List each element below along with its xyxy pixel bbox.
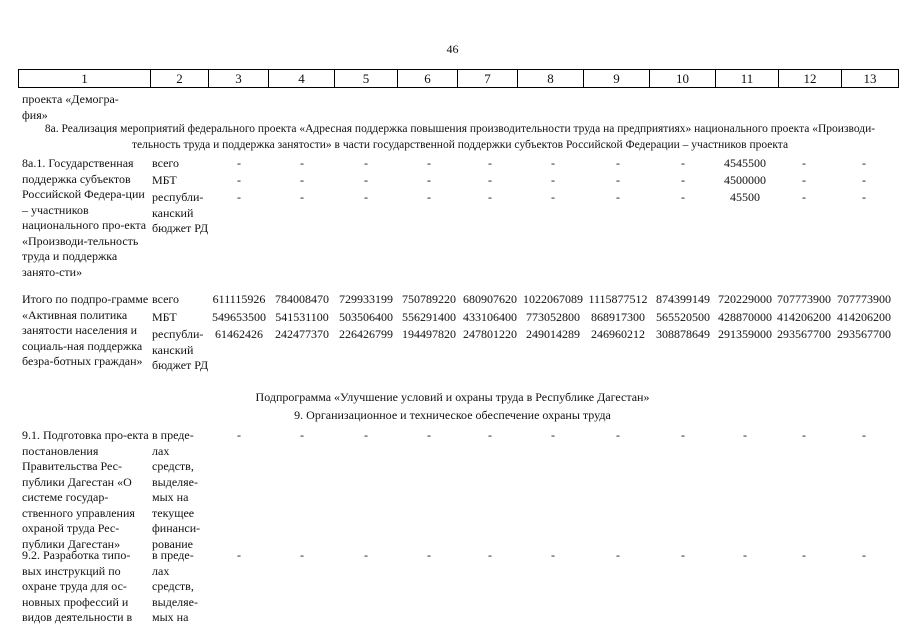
cell-value: 707773900 bbox=[777, 292, 831, 306]
cell-value: - bbox=[300, 548, 304, 562]
cell-value: 680907620 bbox=[463, 292, 517, 306]
cell-value: 503506400 bbox=[339, 310, 393, 324]
cell-value: - bbox=[616, 173, 620, 187]
cell-value: - bbox=[427, 428, 431, 442]
col-header: 2 bbox=[151, 70, 209, 88]
item-8a1-row-total bbox=[0, 156, 905, 172]
cell-value: - bbox=[237, 428, 241, 442]
cell-value: 428870000 bbox=[718, 310, 772, 324]
cell-value: - bbox=[364, 156, 368, 170]
cell-value: 1115877512 bbox=[588, 292, 648, 306]
cell-value: 784008470 bbox=[275, 292, 329, 306]
cell-value: 541531100 bbox=[275, 310, 329, 324]
cell-value: 247801220 bbox=[463, 327, 517, 341]
cell-value: 226426799 bbox=[339, 327, 393, 341]
cell-value: 565520500 bbox=[656, 310, 710, 324]
cell-value: 293567700 bbox=[837, 327, 891, 341]
cell-value: - bbox=[364, 428, 368, 442]
cell-value: - bbox=[862, 548, 866, 562]
column-header-table bbox=[18, 69, 899, 88]
col-header: 6 bbox=[398, 70, 458, 88]
row-label: МБТ bbox=[152, 173, 177, 187]
total-name: Итого по подпро-грамме «Активная политика занятости населения и социаль-ная поддержка безра-ботных граждан» bbox=[22, 292, 149, 368]
cell-value: - bbox=[681, 156, 685, 170]
cell-value: - bbox=[488, 548, 492, 562]
cell-value: - bbox=[862, 190, 866, 204]
col-header: 11 bbox=[716, 70, 779, 88]
cell-value: - bbox=[300, 190, 304, 204]
col-header: 7 bbox=[458, 70, 518, 88]
page-number: 46 bbox=[446, 42, 459, 56]
cell-value: 291359000 bbox=[718, 327, 772, 341]
cell-value: 773052800 bbox=[526, 310, 580, 324]
cell-value: - bbox=[237, 190, 241, 204]
col-header: 13 bbox=[842, 70, 899, 88]
row-label: МБТ bbox=[152, 310, 177, 324]
item-92-source: в преде-лах средств, выделяе-мых на bbox=[152, 548, 198, 624]
cell-value: - bbox=[488, 428, 492, 442]
item-92-name: 9.2. Разработка типо-вых инструкций по охране труда для ос-новных профессий и видов деятельности в bbox=[22, 548, 133, 624]
item-8a1-name: 8а.1. Государственная поддержка субъектов Российской Федера-ции – участников национального про-екта «Производи-тельность труда и поддержка занято-сти» bbox=[22, 156, 147, 279]
cell-value: - bbox=[488, 173, 492, 187]
cell-value: 611115926 bbox=[212, 292, 266, 306]
col-header: 8 bbox=[518, 70, 584, 88]
column-header-row bbox=[19, 70, 899, 88]
item-92-values bbox=[0, 548, 905, 564]
continued-item-name: проекта «Демогра- фия» bbox=[22, 92, 119, 122]
cell-value: - bbox=[551, 156, 555, 170]
col-header: 12 bbox=[779, 70, 842, 88]
cell-value: 549653500 bbox=[212, 310, 266, 324]
cell-value: - bbox=[427, 190, 431, 204]
col-header: 9 bbox=[584, 70, 650, 88]
row-label: всего bbox=[152, 292, 180, 306]
cell-value: - bbox=[862, 156, 866, 170]
col-header: 10 bbox=[650, 70, 716, 88]
item-8a1-row-mbt bbox=[0, 173, 905, 189]
cell-value: - bbox=[364, 190, 368, 204]
cell-value: - bbox=[364, 173, 368, 187]
cell-value: - bbox=[802, 428, 806, 442]
cell-value: - bbox=[681, 190, 685, 204]
col-header: 4 bbox=[269, 70, 335, 88]
cell-value: - bbox=[802, 190, 806, 204]
cell-value: - bbox=[616, 548, 620, 562]
item-91-source: в преде-лах средств, выделяе-мых на текущее финанси-рование bbox=[152, 428, 201, 551]
cell-value: - bbox=[802, 548, 806, 562]
cell-value: 61462426 bbox=[215, 327, 263, 341]
subprogram-heading: Подпрограмма «Улучшение условий и охраны труда в Республике Дагестан» bbox=[255, 390, 650, 404]
cell-value: - bbox=[488, 156, 492, 170]
cell-value: - bbox=[616, 190, 620, 204]
cell-value: 414206200 bbox=[837, 310, 891, 324]
cell-value: - bbox=[427, 156, 431, 170]
cell-value: - bbox=[681, 548, 685, 562]
col-header: 5 bbox=[335, 70, 398, 88]
cell-value: - bbox=[802, 173, 806, 187]
cell-value: 246960212 bbox=[591, 327, 645, 341]
cell-value: - bbox=[616, 428, 620, 442]
cell-value: 707773900 bbox=[837, 292, 891, 306]
cell-value: 4500000 bbox=[724, 173, 766, 187]
cell-value: - bbox=[743, 428, 747, 442]
cell-value: - bbox=[300, 173, 304, 187]
cell-value: 556291400 bbox=[402, 310, 456, 324]
row-label: всего bbox=[152, 156, 180, 170]
cell-value: - bbox=[427, 173, 431, 187]
cell-value: 868917300 bbox=[591, 310, 645, 324]
col-header: 1 bbox=[19, 70, 151, 88]
cell-value: - bbox=[616, 156, 620, 170]
cell-value: 433106400 bbox=[463, 310, 517, 324]
cell-value: 249014289 bbox=[526, 327, 580, 341]
cell-value: - bbox=[551, 190, 555, 204]
cell-value: - bbox=[681, 173, 685, 187]
cell-value: - bbox=[300, 156, 304, 170]
cell-value: - bbox=[427, 548, 431, 562]
cell-value: 308878649 bbox=[656, 327, 710, 341]
total-row-all bbox=[0, 292, 905, 308]
col-header: 3 bbox=[209, 70, 269, 88]
item-91-name: 9.1. Подготовка про-екта постановления Правительства Рес-публики Дагестан «О системе государ-ственного управления охраной труда Рес-публики Дагестан» bbox=[22, 428, 149, 551]
cell-value: - bbox=[551, 428, 555, 442]
cell-value: 293567700 bbox=[777, 327, 831, 341]
cell-value: - bbox=[743, 548, 747, 562]
section-8a-heading: 8а. Реализация мероприятий федерального проекта «Адресная поддержка повышения производительности труда на предприятиях» национального проекта «Производи- тельность труда и поддержка занятости» в части государственной поддержки субъектов Российской Федерации – участников проекта bbox=[44, 123, 876, 151]
cell-value: 874399149 bbox=[656, 292, 710, 306]
cell-value: - bbox=[862, 173, 866, 187]
cell-value: 45500 bbox=[730, 190, 760, 204]
cell-value: - bbox=[862, 428, 866, 442]
cell-value: - bbox=[488, 190, 492, 204]
cell-value: 242477370 bbox=[275, 327, 329, 341]
cell-value: - bbox=[551, 548, 555, 562]
cell-value: - bbox=[237, 548, 241, 562]
cell-value: - bbox=[237, 156, 241, 170]
cell-value: - bbox=[300, 428, 304, 442]
cell-value: - bbox=[237, 173, 241, 187]
item-8a1-row-republic bbox=[0, 190, 905, 235]
cell-value: - bbox=[364, 548, 368, 562]
cell-value: - bbox=[551, 173, 555, 187]
cell-value: 194497820 bbox=[402, 327, 456, 341]
total-row-mbt bbox=[0, 310, 905, 326]
row-label: республи-канский бюджет РД bbox=[152, 190, 209, 235]
cell-value: 729933199 bbox=[339, 292, 393, 306]
cell-value: 4545500 bbox=[724, 156, 766, 170]
row-label: республи-канский бюджет РД bbox=[152, 327, 209, 372]
item-91-values bbox=[0, 428, 905, 444]
cell-value: 750789220 bbox=[402, 292, 456, 306]
cell-value: 720229000 bbox=[718, 292, 772, 306]
cell-value: - bbox=[681, 428, 685, 442]
section-9-heading: 9. Организационное и техническое обеспечение охраны труда bbox=[294, 408, 611, 422]
cell-value: 1022067089 bbox=[523, 292, 583, 306]
cell-value: - bbox=[802, 156, 806, 170]
cell-value: 414206200 bbox=[777, 310, 831, 324]
